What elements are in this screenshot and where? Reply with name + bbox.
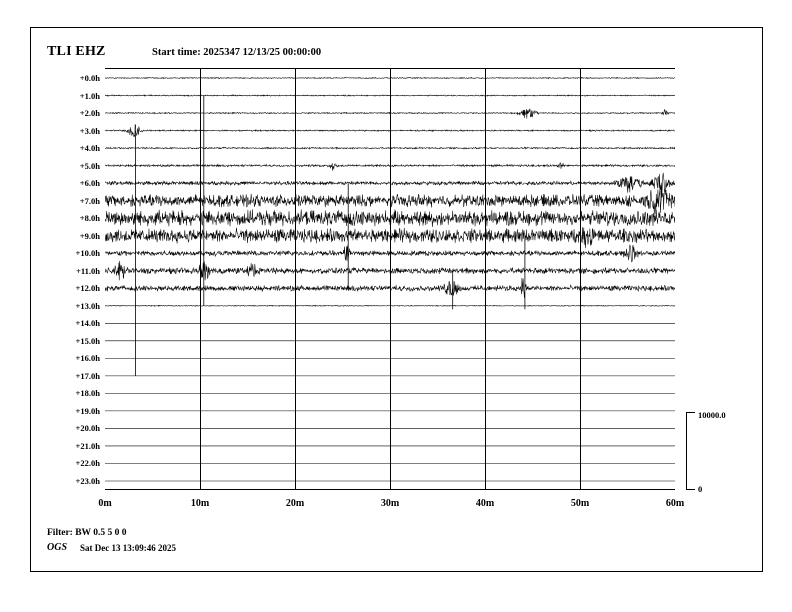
filter-label: Filter: BW 0.5 5 0 0 xyxy=(47,528,127,538)
trace-+11.0h xyxy=(105,261,675,280)
minute-label-50: 50m xyxy=(570,498,590,509)
trace-+2.0h xyxy=(105,109,675,119)
hour-label-22: +22.0h xyxy=(75,458,100,469)
hour-label-14: +14.0h xyxy=(75,318,100,329)
page-title: TLI EHZ xyxy=(47,44,106,59)
trace-+0.0h xyxy=(105,77,675,78)
trace-+8.0h xyxy=(105,209,675,227)
trace-+4.0h xyxy=(105,147,675,149)
hour-label-23: +23.0h xyxy=(75,476,100,486)
generated-timestamp: Sat Dec 13 13:09:46 2025 xyxy=(80,543,176,553)
minute-label-30: 30m xyxy=(380,498,400,509)
minute-label-60: 60m xyxy=(665,498,685,509)
minute-label-10: 10m xyxy=(190,498,210,509)
hour-label-10: +10.0h xyxy=(75,248,100,259)
hour-label-19: +19.0h xyxy=(75,405,100,416)
hour-label-1: +1.0h xyxy=(79,90,100,101)
trace-+9.0h xyxy=(105,227,675,248)
hour-label-17: +17.0h xyxy=(75,370,100,381)
hour-label-4: +4.0h xyxy=(79,143,100,154)
hour-label-9: +9.0h xyxy=(79,230,100,241)
hour-label-8: +8.0h xyxy=(79,213,100,224)
minute-label-40: 40m xyxy=(475,498,495,509)
start-time-label: Start time: 2025347 12/13/25 00:00:00 xyxy=(152,47,322,58)
hour-label-12: +12.0h xyxy=(75,283,100,294)
hour-label-2: +2.0h xyxy=(79,108,100,119)
trace-+6.0h xyxy=(105,173,675,195)
trace-+12.0h xyxy=(105,278,675,298)
hour-label-21: +21.0h xyxy=(75,440,100,451)
trace-+7.0h xyxy=(105,187,675,215)
minute-label-0: 0m xyxy=(98,498,112,509)
hour-label-15: +15.0h xyxy=(75,335,100,346)
hour-label-20: +20.0h xyxy=(75,423,100,434)
trace-+5.0h xyxy=(105,163,675,171)
scale-min-label: 0 xyxy=(698,484,703,494)
trace-+1.0h xyxy=(105,95,675,96)
hour-label-3: +3.0h xyxy=(79,125,100,136)
hour-label-5: +5.0h xyxy=(79,160,100,171)
amplitude-scale-bar xyxy=(686,412,696,490)
scale-bracket xyxy=(686,412,695,490)
minute-label-20: 20m xyxy=(285,498,305,509)
trace-+3.0h xyxy=(105,125,675,137)
hour-label-0: +0.0h xyxy=(79,73,100,83)
trace-+13.0h xyxy=(105,305,675,306)
hour-label-6: +6.0h xyxy=(79,178,100,189)
hour-label-18: +18.0h xyxy=(75,388,100,399)
helicorder-plot-area xyxy=(105,68,675,490)
scale-max-label: 10000.0 xyxy=(698,410,726,420)
organization-label: OGS xyxy=(47,542,68,553)
hour-label-7: +7.0h xyxy=(79,195,100,206)
trace-+10.0h xyxy=(105,245,675,262)
hour-label-13: +13.0h xyxy=(75,300,100,311)
seismic-traces xyxy=(105,68,675,490)
hour-label-11: +11.0h xyxy=(76,265,100,276)
hour-label-16: +16.0h xyxy=(75,353,100,364)
